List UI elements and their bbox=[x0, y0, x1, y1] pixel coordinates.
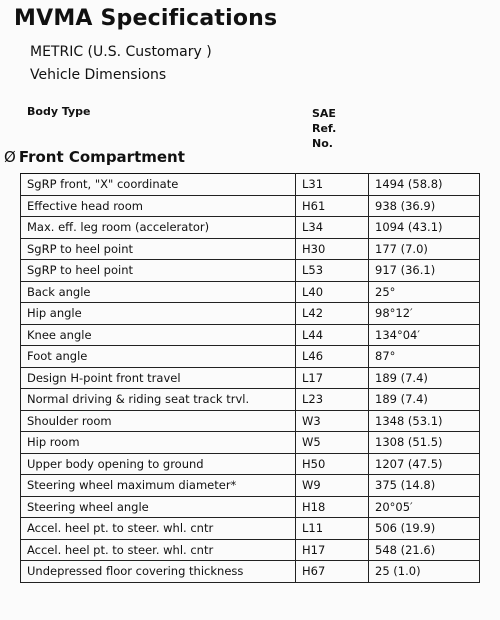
spec-label: Hip room bbox=[21, 432, 296, 454]
table-row bbox=[21, 367, 480, 389]
table-row bbox=[21, 496, 480, 518]
sae-ref: W3 bbox=[296, 410, 369, 432]
sae-header-line: No. bbox=[312, 137, 333, 150]
spec-label: Foot angle bbox=[21, 346, 296, 368]
sae-ref: L44 bbox=[296, 324, 369, 346]
table-row bbox=[21, 303, 480, 325]
spec-label: Shoulder room bbox=[21, 410, 296, 432]
section-heading bbox=[4, 148, 185, 166]
spec-value: 506 (19.9) bbox=[369, 518, 480, 540]
spec-value: 1308 (51.5) bbox=[369, 432, 480, 454]
section-title: Front Compartment bbox=[18, 148, 185, 166]
spec-label: Hip angle bbox=[21, 303, 296, 325]
table-row bbox=[21, 217, 480, 239]
diameter-symbol: Ø bbox=[4, 148, 16, 166]
table-row bbox=[21, 410, 480, 432]
spec-value: 20°05′ bbox=[369, 496, 480, 518]
sae-ref: H61 bbox=[296, 195, 369, 217]
spec-label: Upper body opening to ground bbox=[21, 453, 296, 475]
sae-ref: L42 bbox=[296, 303, 369, 325]
spec-value: 1494 (58.8) bbox=[369, 174, 480, 196]
table-row bbox=[21, 518, 480, 540]
spec-label: Back angle bbox=[21, 281, 296, 303]
spec-value: 134°04′ bbox=[369, 324, 480, 346]
spec-value: 1207 (47.5) bbox=[369, 453, 480, 475]
spec-value: 189 (7.4) bbox=[369, 389, 480, 411]
spec-value: 87° bbox=[369, 346, 480, 368]
spec-label: Steering wheel angle bbox=[21, 496, 296, 518]
spec-value: 25 (1.0) bbox=[369, 561, 480, 583]
table-row bbox=[21, 238, 480, 260]
spec-value: 189 (7.4) bbox=[369, 367, 480, 389]
sae-ref: L40 bbox=[296, 281, 369, 303]
spec-value: 177 (7.0) bbox=[369, 238, 480, 260]
sae-ref: H17 bbox=[296, 539, 369, 561]
sae-ref: L31 bbox=[296, 174, 369, 196]
spec-label: Accel. heel pt. to steer. whl. cntr bbox=[21, 539, 296, 561]
spec-label: SgRP front, "X" coordinate bbox=[21, 174, 296, 196]
specifications-table-body bbox=[21, 174, 480, 583]
spec-label: Undepressed floor covering thickness bbox=[21, 561, 296, 583]
spec-value: 25° bbox=[369, 281, 480, 303]
spec-label: Design H-point front travel bbox=[21, 367, 296, 389]
sae-ref: H18 bbox=[296, 496, 369, 518]
sae-ref: L11 bbox=[296, 518, 369, 540]
sae-ref: L34 bbox=[296, 217, 369, 239]
spec-value: 375 (14.8) bbox=[369, 475, 480, 497]
table-row bbox=[21, 174, 480, 196]
specifications-table bbox=[20, 173, 480, 583]
sae-header-line: SAE bbox=[312, 107, 336, 120]
table-row bbox=[21, 346, 480, 368]
sae-ref: W5 bbox=[296, 432, 369, 454]
units-subtitle: METRIC (U.S. Customary ) bbox=[30, 44, 212, 60]
spec-label: SgRP to heel point bbox=[21, 238, 296, 260]
table-row bbox=[21, 195, 480, 217]
spec-label: Max. eff. leg room (accelerator) bbox=[21, 217, 296, 239]
sae-ref-header bbox=[312, 106, 336, 151]
sae-ref: H67 bbox=[296, 561, 369, 583]
spec-label: Steering wheel maximum diameter* bbox=[21, 475, 296, 497]
spec-value: 1094 (43.1) bbox=[369, 217, 480, 239]
spec-label: Accel. heel pt. to steer. whl. cntr bbox=[21, 518, 296, 540]
table-row bbox=[21, 432, 480, 454]
table-row bbox=[21, 324, 480, 346]
spec-label: SgRP to heel point bbox=[21, 260, 296, 282]
table-row bbox=[21, 453, 480, 475]
sae-ref: L53 bbox=[296, 260, 369, 282]
sae-ref: H30 bbox=[296, 238, 369, 260]
table-row bbox=[21, 260, 480, 282]
sae-ref: L23 bbox=[296, 389, 369, 411]
table-row bbox=[21, 281, 480, 303]
spec-value: 548 (21.6) bbox=[369, 539, 480, 561]
table-row bbox=[21, 539, 480, 561]
spec-value: 1348 (53.1) bbox=[369, 410, 480, 432]
table-row bbox=[21, 561, 480, 583]
table-row bbox=[21, 475, 480, 497]
sae-ref: W9 bbox=[296, 475, 369, 497]
spec-label: Normal driving & riding seat track trvl. bbox=[21, 389, 296, 411]
body-type-header: Body Type bbox=[27, 105, 91, 118]
sae-ref: L17 bbox=[296, 367, 369, 389]
page-title: MVMA Specifications bbox=[14, 6, 278, 31]
spec-label: Effective head room bbox=[21, 195, 296, 217]
spec-value: 98°12′ bbox=[369, 303, 480, 325]
spec-label: Knee angle bbox=[21, 324, 296, 346]
spec-value: 917 (36.1) bbox=[369, 260, 480, 282]
spec-value: 938 (36.9) bbox=[369, 195, 480, 217]
sae-ref: L46 bbox=[296, 346, 369, 368]
sae-header-line: Ref. bbox=[312, 122, 337, 135]
sae-ref: H50 bbox=[296, 453, 369, 475]
table-row bbox=[21, 389, 480, 411]
section-subtitle: Vehicle Dimensions bbox=[30, 67, 167, 83]
